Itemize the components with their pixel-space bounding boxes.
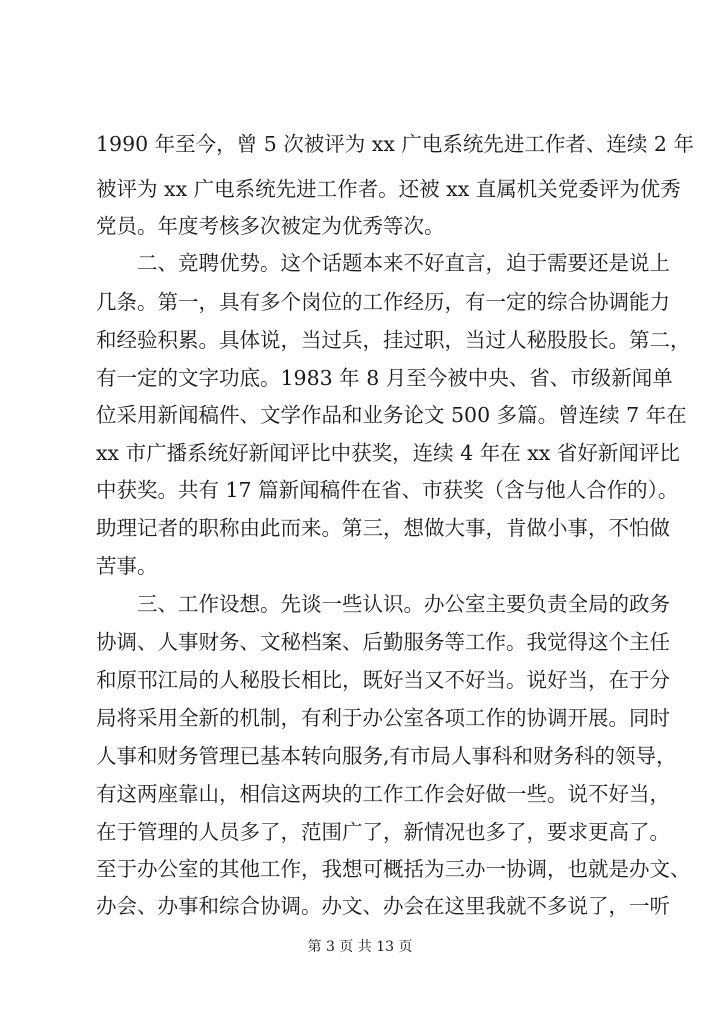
text-line: 有这两座靠山，相信这两块的工作工作会好做一些。说不好当， bbox=[96, 782, 670, 806]
text-line: 几条。第一，具有多个岗位的工作经历，有一定的综合协调能力 bbox=[96, 290, 670, 314]
text-line: 至于办公室的其他工作，我想可概括为三办一协调，也就是办文、 bbox=[96, 857, 691, 881]
page-number-footer: 第 3 页 共 13 页 bbox=[307, 939, 413, 955]
text-line: 有一定的文字功底。1983 年 8 月至今被中央、省、市级新闻单 bbox=[96, 366, 673, 390]
paragraph-heading-line: 三、工作设想。先谈一些认识。办公室主要负责全局的政务 bbox=[137, 592, 670, 616]
text-line: 局将采用全新的机制，有利于办公室各项工作的协调开展。同时 bbox=[96, 706, 670, 730]
text-line: 和原邗江局的人秘股长相比，既好当又不好当。说好当，在于分 bbox=[96, 668, 670, 692]
text-line: 在于管理的人员多了，范围广了，新情况也多了，要求更高了。 bbox=[96, 820, 670, 844]
text-line: 中获奖。共有 17 篇新闻稿件在省、市获奖（含与他人合作的）。 bbox=[96, 478, 679, 502]
text-line: 1990 年至今，曾 5 次被评为 xx 广电系统先进工作者、连续 2 年 bbox=[96, 132, 694, 156]
text-line: 人事和财务管理已基本转向服务,有市局人事科和财务科的领导， bbox=[96, 744, 677, 768]
text-line: 苦事。 bbox=[96, 554, 158, 578]
text-line: 位采用新闻稿件、文学作品和业务论文 500 多篇。曾连续 7 年在 bbox=[96, 403, 687, 427]
paragraph-heading-line: 二、竞聘优势。这个话题本来不好直言，迫于需要还是说上 bbox=[137, 251, 670, 275]
text-line: 助理记者的职称由此而来。第三，想做大事，肯做小事，不怕做 bbox=[96, 516, 670, 540]
text-line: 协调、人事财务、文秘档案、后勤服务等工作。我觉得这个主任 bbox=[96, 630, 670, 654]
text-line: 被评为 xx 广电系统先进工作者。还被 xx 直属机关党委评为优秀 bbox=[96, 177, 681, 201]
text-line: 办会、办事和综合协调。办文、办会在这里我就不多说了，一听 bbox=[96, 894, 670, 918]
text-line: 和经验积累。具体说，当过兵，挂过职，当过人秘股股长。第二， bbox=[96, 328, 691, 352]
text-line: xx 市广播系统好新闻评比中获奖，连续 4 年在 xx 省好新闻评比 bbox=[96, 441, 680, 465]
text-line: 党员。年度考核多次被定为优秀等次。 bbox=[96, 214, 445, 238]
